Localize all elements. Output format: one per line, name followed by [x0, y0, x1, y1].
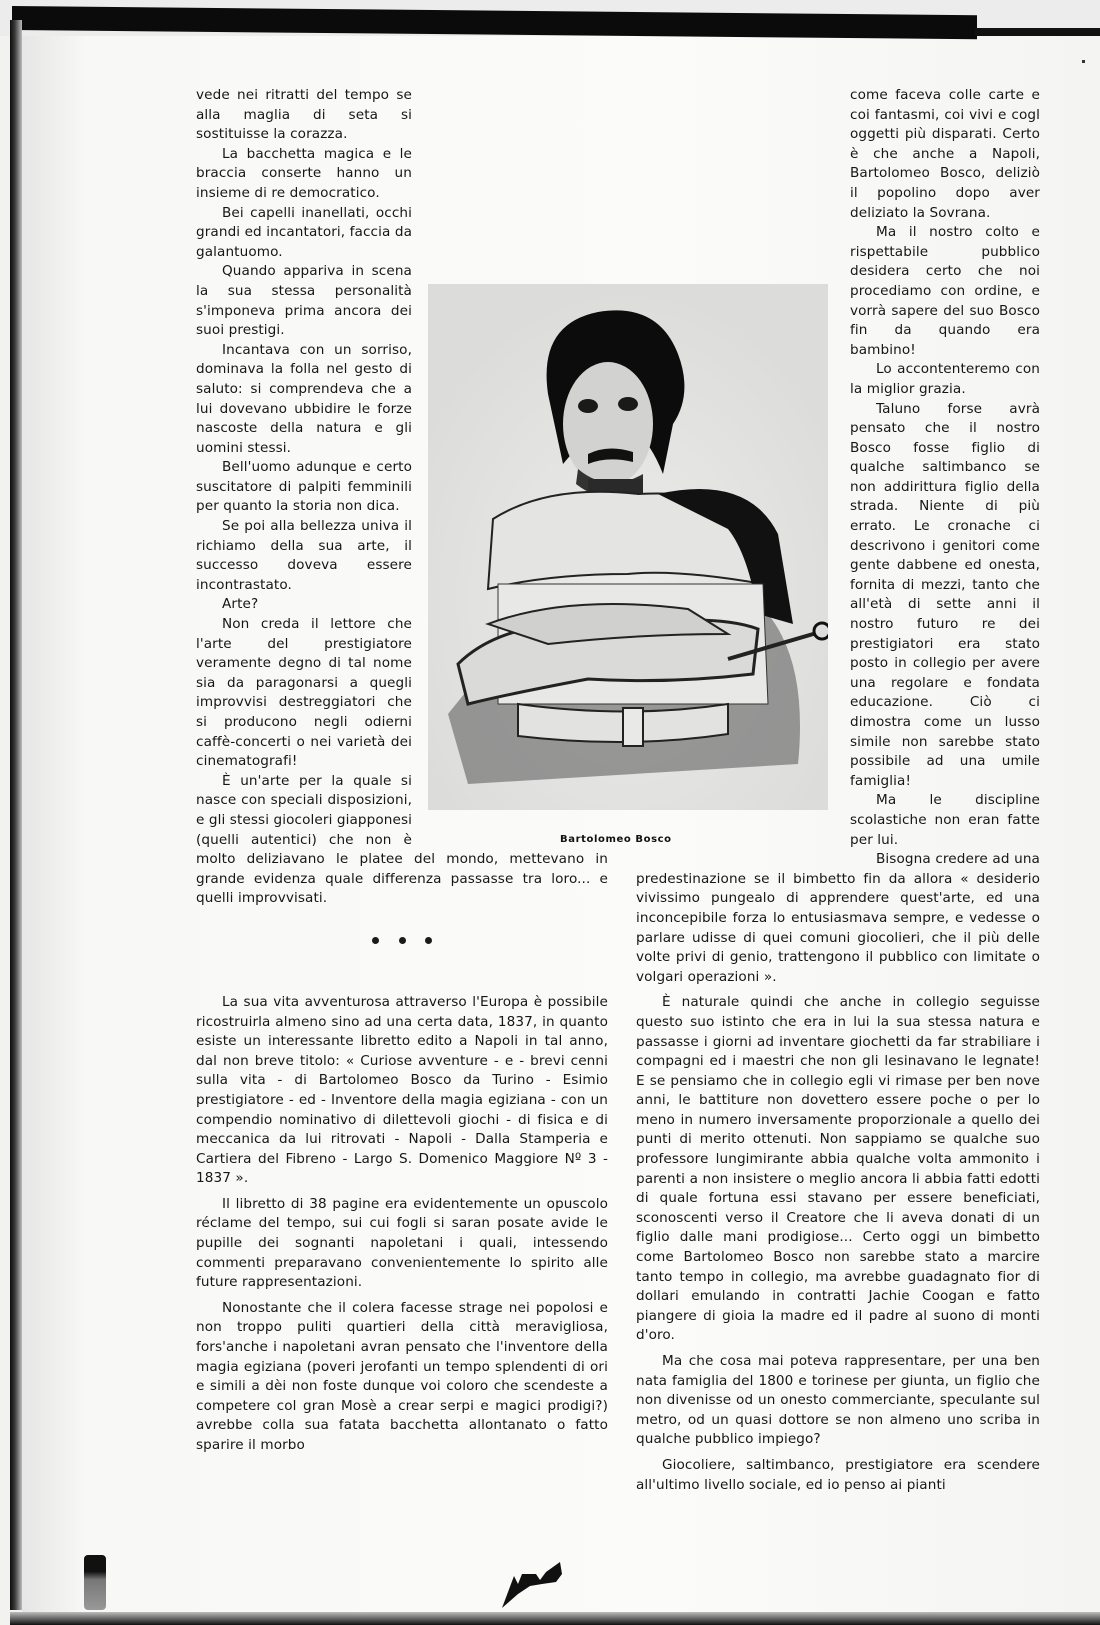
paragraph: Bei capelli inanellati, occhi grandi ed incantatori, faccia da galantuomo.: [196, 204, 412, 260]
paragraph: Nonostante che il colera facesse strage nei popolosi e non troppo puliti quartieri della città meravigliosa, fors'anche i napoletani avran pensato che l'inventore della magia egiziana (poveri jerofanti un tempo splendenti di ori e simili a dèi non foste dunque voi coloro che scendeste a competere col gran Mosè a crear serpi e magici prodigi?) avrebbe colla sua fatata bacchetta allontanato o fatto sparire il morbo: [196, 1299, 608, 1453]
paragraph: È naturale quindi che anche in collegio seguisse questo suo istinto che era in lui la sua stessa natura e passasse i giorni ad inventare giochetti da far strabiliare i compagni ed i maestri che non gli lesinavano le legnate! E se pensiamo che in collegio egli vi rimase per ben nove anni, le battiture non dovettero essere poche o per lo meno in numero inversamente proporzionale a quello dei punti di merito ottenuti. Non sappiamo se qualche suo professore lungimirante abbia qualche volta ammonito i parenti a non insistere o meglio ancora li abbia fatti edotti di quale fortuna essi stavano per essere beneficiati, sconoscenti verso il Creatore che li aveva donati di un figlio dalle mani prodigiose... Certo oggi un bimbetto come Bartolomeo Bosco non sarebbe stato a marcire tanto tempo in collegio, ma avrebbe guadagnato fior di dollari emulando in contratti Jachie Coogan e fatto piangere di gioia la madre ed il padre al suono di monti d'oro.: [636, 994, 1040, 1344]
paragraph: Il libretto di 38 pagine era evidentemente un opuscolo réclame del tempo, sui cui fogli si saran posate avide le pupille dei sognanti napoletani i quali, intessendo commenti preparavano convenientemente lo spirito alle future rappresentazioni.: [196, 1195, 608, 1291]
speck: [1082, 60, 1085, 63]
paragraph: Ma che cosa mai poteva rappresentare, per una ben nata famiglia del 1800 e torinese per giunta, un figlio che non divenisse od un onesto commerciante, speculante sul metro, od un quasi dottore se non almeno uno scriba in qualche pubblico impiego?: [636, 1353, 1040, 1448]
paragraph: Bell'uomo adunque e certo suscitatore di palpiti femminili per quanto la storia non dica.: [196, 459, 412, 515]
paragraph: vede nei ritratti del tempo se alla maglia di seta si sostituisse la corazza.: [196, 87, 412, 143]
section-break: [196, 927, 608, 955]
portrait-spacer-left: [412, 262, 608, 850]
scan-top-border: [0, 0, 1100, 36]
paragraph: La bacchetta magica e le braccia conserte hanno un insieme di re democratico.: [196, 145, 412, 201]
portrait-spacer-right: [636, 266, 850, 860]
paragraph: Bisogna credere ad una predestinazione se il bimbetto fin da allora « desiderio vivissimo pungealo di apprendere quest'arte, ed una inconcepibile forza lo entusiasmava sempre, e vedesse o parlare udisse di quei comuni giocolieri, che il più delle volte privi di genio, trattengono il pubblico con limitate o volgari operazioni ».: [636, 851, 1040, 985]
scan-artifact: [84, 1555, 106, 1610]
scan-left-border: [10, 20, 22, 1610]
paragraph: Taluno forse avrà pensato che il nostro Bosco fosse figlio di qualche saltimbanco se non addirittura figlio della strada. Niente di più errato. Le cronache ci descrivono i genitori come gente dabbene ed onesta, fornita di mezzi, tanto che all'età di sette anni il nostro futuro re dei prestigiatori era stato posto in collegio per avere una regolare e fondata educazione. Ciò ci dimostra come un lusso simile non sarebbe stato possibile ad una umile famiglia!: [850, 400, 1040, 789]
ornament-dot: [399, 937, 406, 944]
paragraph: Se poi alla bellezza univa il richiamo della sua arte, il successo doveva essere incontrastato.: [196, 518, 412, 593]
paragraph: Ma il nostro colto e rispettabile pubblico desidera certo che noi procediamo con ordine, e vorrà sapere del suo Bosco fin da quando era bambino!: [850, 224, 1040, 358]
scan-artifact-mark: [500, 1556, 586, 1610]
scan-shadow-bar: [12, 6, 977, 39]
scan-bottom-border: [10, 1612, 1100, 1625]
right-column: [636, 86, 1040, 1495]
paragraph: Lo accontenteremo con la miglior grazia.: [850, 361, 1040, 397]
paragraph: È un'arte per la quale si nasce con speciali disposizioni, e gli stessi giocoleri giapponesi (quelli autentici) che non è molto deliziavano le platee del mondo, mettevano in grande evidenza quale differenza passasse tra loro... e quelli improvvisati.: [196, 772, 608, 907]
paragraph: come faceva colle carte e coi fantasmi, coi vivi e cogl oggetti più disparati. Certo è che anche a Napoli, Bartolomeo Bosco, deliziò il popolino dopo aver deliziato la Sovrana.: [850, 87, 1040, 221]
paragraph: Incantava con un sorriso, dominava la folla nel gesto di saluto: si comprendeva che a lui dovevano ubbidire le forze nascoste della natura e gli uomini stessi.: [196, 341, 412, 456]
figure-caption: Bartolomeo Bosco: [560, 834, 672, 845]
paragraph: Ma le discipline scolastiche non eran fatte per lui.: [850, 792, 1040, 848]
paragraph: Quando appariva in scena la sua stessa personalità s'imponeva prima ancora dei suoi prestigi.: [196, 263, 412, 339]
paragraph: La sua vita avventurosa attraverso l'Europa è possibile ricostruirla almeno sino ad una certa data, 1837, in quanto esiste un interessante libretto edito a Napoli in tal anno, dal non breve titolo: « Curiose avventure - e - brevi cenni sulla vita - di Bartolomeo Bosco da Turino - Esimio prestigiatore - ed - Inventore della magia egiziana - con un compendio nominativo di dilettevoli giochi - di fisica e di meccanica da lui ritrovati - Napoli - Dalla Stamperia e Cartiera del Fibreno - Largo S. Domenico Maggiore Nº 3 - 1837 ».: [196, 993, 608, 1187]
paragraph: Giocoliere, saltimbanco, prestigiatore era scendere all'ultimo livello sociale, ed io penso ai pianti: [636, 1456, 1040, 1493]
paragraph: Non creda il lettore che l'arte del prestigiatore veramente degno di tal nome sia da paragonarsi a quegli improvvisi destreggiatori che si producono negli odierni caffè-concerti o nei varietà dei cinematografi!: [196, 616, 412, 770]
left-column: [196, 86, 608, 1456]
paragraph: Arte?: [222, 596, 259, 613]
ornament-dot: [425, 937, 432, 944]
scan-shadow-bar-right: [975, 28, 1100, 36]
ornament-dot: [372, 937, 379, 944]
section-break-ornament: [372, 936, 432, 946]
